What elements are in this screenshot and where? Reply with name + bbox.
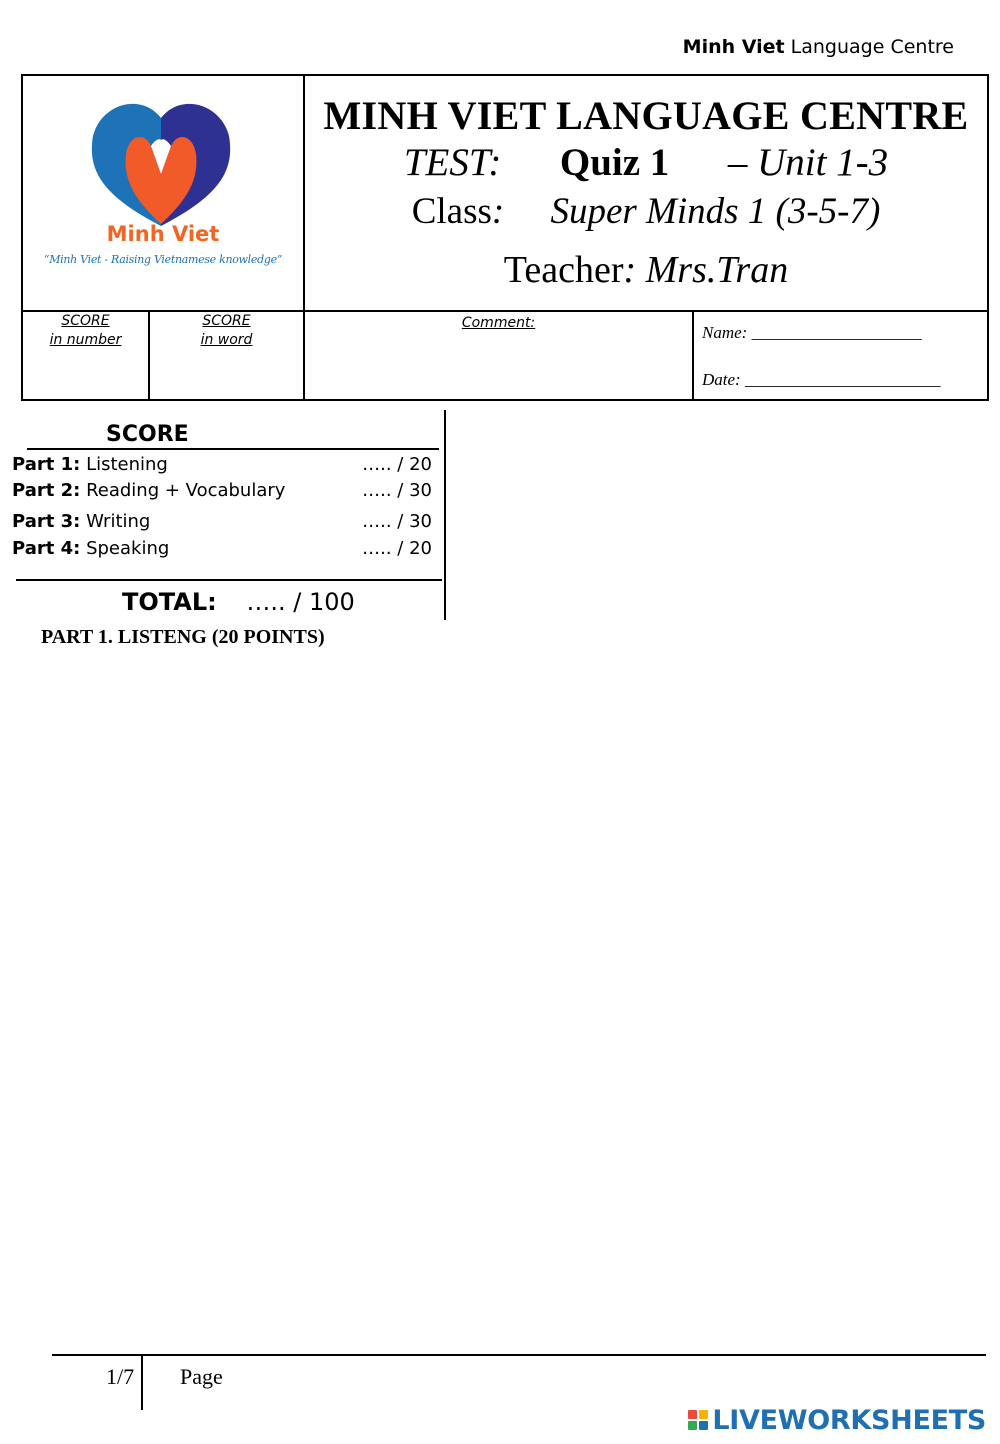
- date-field[interactable]: Date: _______________________: [702, 370, 941, 389]
- score-row-part-1: [12, 454, 436, 475]
- class-value: Super Minds 1 (3-5-7): [550, 191, 881, 232]
- teacher-value: : Mrs.Tran: [623, 249, 789, 291]
- centre-title: MINH VIET LANGUAGE CENTRE: [323, 93, 969, 138]
- name-field[interactable]: Name: ____________________: [702, 323, 922, 342]
- score-row-part-label: Part 2:: [12, 480, 81, 501]
- total-row: [122, 588, 355, 616]
- unit-range: – Unit 1-3: [727, 141, 889, 184]
- score-row-points: ….. / 30: [362, 480, 432, 501]
- part-1-heading: PART 1. LISTENG (20 POINTS): [41, 626, 325, 648]
- footer-divider: [141, 1356, 143, 1410]
- name-date-box: [694, 312, 987, 399]
- logo-cell: [23, 76, 305, 310]
- teacher-line: [305, 248, 987, 292]
- score-row-points: ….. / 30: [362, 511, 432, 532]
- score-word-label: [150, 312, 303, 350]
- score-number-label-1: SCORE: [61, 313, 110, 329]
- page-number: 1/7: [106, 1364, 135, 1389]
- page-label: Page: [180, 1364, 223, 1389]
- liveworksheets-watermark: [688, 1402, 986, 1438]
- score-row-part-2: [12, 480, 436, 501]
- score-title-bar: [27, 422, 439, 450]
- title-block: [305, 76, 987, 310]
- quiz-name: Quiz 1: [559, 141, 670, 184]
- score-word-label-2: in word: [200, 332, 253, 348]
- score-number-label: [23, 312, 148, 350]
- class-label: Class: [411, 191, 492, 232]
- score-row-points: ….. / 20: [362, 454, 432, 475]
- score-row-part-4: [12, 538, 436, 559]
- test-label: TEST:: [403, 141, 502, 184]
- liveworksheets-text: LIVEWORKSHEETS: [712, 1404, 986, 1436]
- score-number-box[interactable]: [23, 312, 150, 399]
- logo-brand-text: Minh Viet: [106, 222, 220, 246]
- score-word-label-1: SCORE: [202, 313, 251, 329]
- score-panel: [10, 410, 446, 620]
- header-box: [21, 74, 989, 401]
- total-value: ….. / 100: [246, 588, 355, 616]
- comment-box[interactable]: [305, 312, 694, 399]
- score-word-box[interactable]: [150, 312, 305, 399]
- class-colon: :: [491, 191, 505, 232]
- score-row-points: ….. / 20: [362, 538, 432, 559]
- total-label: TOTAL:: [122, 588, 217, 616]
- score-title: SCORE: [106, 422, 189, 447]
- liveworksheets-logo-icon: [688, 1410, 708, 1430]
- score-divider: [16, 579, 442, 581]
- score-row-part-label: Part 3:: [12, 511, 81, 532]
- running-header-brand: Minh Viet: [682, 36, 785, 58]
- logo-slogan: “Minh Viet - Raising Vietnamese knowledge”: [43, 253, 283, 266]
- score-row-part-name: Speaking: [86, 538, 170, 559]
- test-line: [305, 140, 987, 185]
- score-row-part-name: Listening: [86, 454, 168, 475]
- running-header-rest: Language Centre: [790, 36, 954, 58]
- teacher-label: Teacher: [503, 249, 624, 291]
- footer-rule: [52, 1354, 986, 1356]
- class-line: [305, 190, 987, 233]
- score-row-part-name: Reading + Vocabulary: [86, 480, 286, 501]
- score-boxes-row: [23, 310, 987, 399]
- comment-label: Comment:: [461, 315, 536, 331]
- score-number-label-2: in number: [49, 332, 122, 348]
- score-row-part-label: Part 4:: [12, 538, 81, 559]
- score-row-part-name: Writing: [86, 511, 151, 532]
- minh-viet-logo-icon: [23, 76, 305, 310]
- score-row-part-3: [12, 511, 436, 532]
- score-row-part-label: Part 1:: [12, 454, 81, 475]
- running-header: [683, 36, 954, 58]
